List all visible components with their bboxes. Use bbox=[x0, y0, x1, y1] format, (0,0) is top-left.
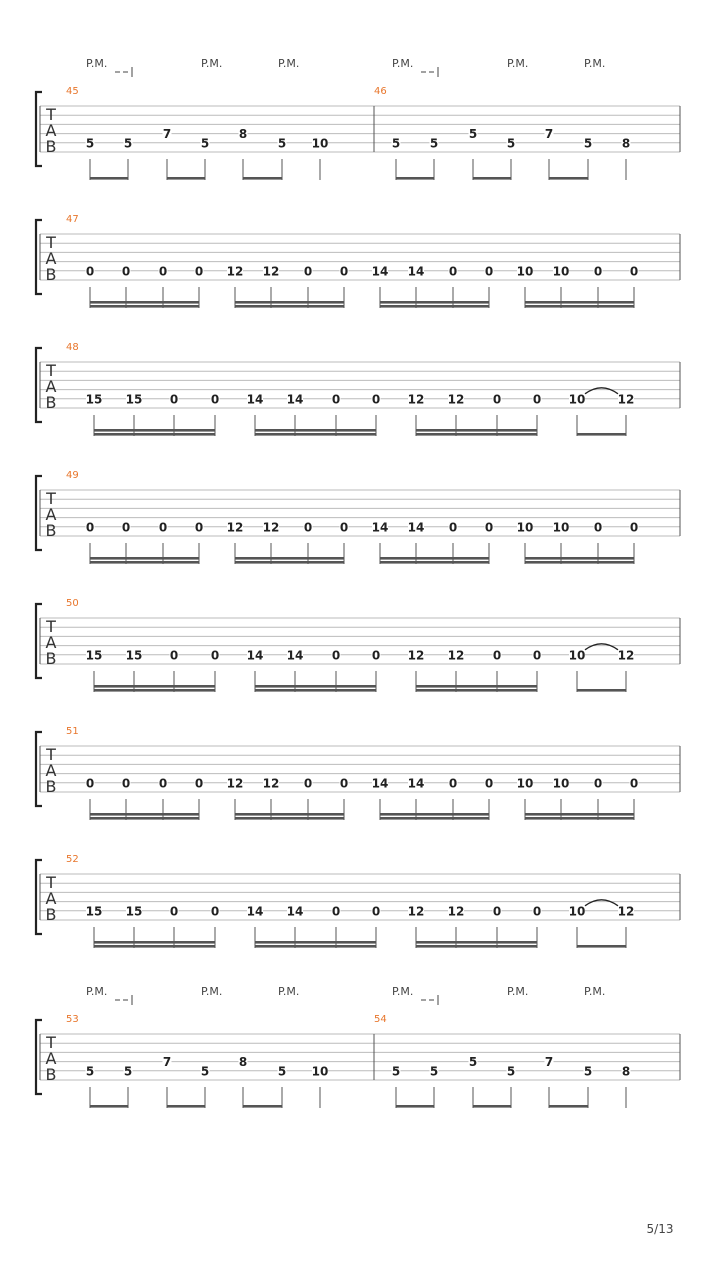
fret-number: 8 bbox=[621, 1064, 631, 1079]
fret-number: 0 bbox=[629, 776, 639, 791]
fret-number: 0 bbox=[158, 264, 168, 279]
palm-mute-label: P.M. bbox=[201, 57, 223, 70]
fret-number: 5 bbox=[277, 1064, 287, 1079]
palm-mute-label: P.M. bbox=[278, 985, 300, 998]
note-beam bbox=[255, 941, 376, 944]
note-beam bbox=[416, 689, 537, 692]
note-beam bbox=[525, 301, 634, 304]
note-beam bbox=[416, 945, 537, 948]
tab-clef-letter: B bbox=[45, 521, 57, 540]
fret-number: 5 bbox=[429, 1064, 439, 1079]
fret-number: 5 bbox=[123, 1064, 133, 1079]
tab-clef-letter: T bbox=[46, 361, 56, 380]
fret-number: 0 bbox=[629, 520, 639, 535]
note-beam bbox=[255, 945, 376, 948]
note-beam bbox=[416, 685, 537, 688]
fret-number: 0 bbox=[303, 264, 313, 279]
fret-number: 8 bbox=[238, 1055, 248, 1070]
fret-number: 14 bbox=[246, 648, 264, 663]
fret-number: 5 bbox=[391, 136, 401, 151]
note-beam bbox=[90, 301, 199, 304]
fret-number: 0 bbox=[371, 904, 381, 919]
fret-number: 0 bbox=[331, 904, 341, 919]
fret-number: 0 bbox=[331, 648, 341, 663]
note-beam bbox=[473, 1105, 511, 1108]
palm-mute-label: P.M. bbox=[278, 57, 300, 70]
fret-number: 12 bbox=[407, 392, 425, 407]
fret-number: 14 bbox=[371, 264, 389, 279]
tab-clef-letter: A bbox=[45, 377, 57, 396]
fret-number: 5 bbox=[506, 136, 516, 151]
fret-number: 5 bbox=[85, 136, 95, 151]
fret-number: 14 bbox=[246, 392, 264, 407]
fret-number: 10 bbox=[552, 264, 570, 279]
fret-number: 0 bbox=[339, 264, 349, 279]
note-beam bbox=[243, 1105, 282, 1108]
tab-clef-letter: A bbox=[45, 121, 57, 140]
fret-number: 12 bbox=[407, 648, 425, 663]
fret-number: 5 bbox=[277, 136, 287, 151]
fret-number: 14 bbox=[407, 264, 425, 279]
fret-number: 14 bbox=[407, 520, 425, 535]
note-beam bbox=[94, 685, 215, 688]
fret-number: 10 bbox=[568, 648, 586, 663]
fret-number: 7 bbox=[544, 1055, 554, 1070]
palm-mute-label: P.M. bbox=[392, 985, 414, 998]
fret-number: 10 bbox=[568, 392, 586, 407]
note-beam bbox=[235, 561, 344, 564]
note-beam bbox=[255, 433, 376, 436]
system-bracket bbox=[36, 220, 42, 294]
note-beam bbox=[235, 817, 344, 820]
fret-number: 12 bbox=[262, 776, 280, 791]
fret-number: 0 bbox=[210, 904, 220, 919]
system-bracket bbox=[36, 732, 42, 806]
fret-number: 12 bbox=[262, 520, 280, 535]
palm-mute-label: P.M. bbox=[584, 985, 606, 998]
tab-clef-letter: B bbox=[45, 1065, 57, 1084]
fret-number: 0 bbox=[169, 648, 179, 663]
tab-clef-letter: A bbox=[45, 633, 57, 652]
palm-mute-label: P.M. bbox=[392, 57, 414, 70]
palm-mute-label: P.M. bbox=[201, 985, 223, 998]
note-beam bbox=[525, 817, 634, 820]
fret-number: 0 bbox=[492, 392, 502, 407]
note-beam bbox=[416, 429, 537, 432]
fret-number: 0 bbox=[303, 520, 313, 535]
note-beam bbox=[94, 433, 215, 436]
fret-number: 0 bbox=[339, 520, 349, 535]
note-beam bbox=[549, 177, 588, 180]
fret-number: 0 bbox=[593, 776, 603, 791]
tab-clef-letter: B bbox=[45, 137, 57, 156]
note-beam bbox=[235, 557, 344, 560]
system-bracket bbox=[36, 348, 42, 422]
fret-number: 0 bbox=[484, 264, 494, 279]
fret-number: 8 bbox=[621, 136, 631, 151]
fret-number: 0 bbox=[371, 392, 381, 407]
fret-number: 14 bbox=[286, 904, 304, 919]
note-beam bbox=[380, 561, 489, 564]
fret-number: 0 bbox=[158, 520, 168, 535]
fret-number: 0 bbox=[331, 392, 341, 407]
fret-number: 12 bbox=[226, 264, 244, 279]
fret-number: 5 bbox=[468, 1055, 478, 1070]
tab-clef-letter: T bbox=[46, 873, 56, 892]
fret-number: 0 bbox=[121, 520, 131, 535]
fret-number: 0 bbox=[492, 904, 502, 919]
fret-number: 14 bbox=[286, 392, 304, 407]
fret-number: 0 bbox=[121, 264, 131, 279]
palm-mute-label: P.M. bbox=[86, 985, 108, 998]
measure-number: 50 bbox=[66, 598, 79, 609]
fret-number: 5 bbox=[85, 1064, 95, 1079]
note-beam bbox=[396, 1105, 434, 1108]
note-beam bbox=[235, 305, 344, 308]
measure-number: 48 bbox=[66, 342, 79, 353]
fret-number: 0 bbox=[169, 392, 179, 407]
measure-number: 52 bbox=[66, 854, 79, 865]
fret-number: 5 bbox=[200, 1064, 210, 1079]
note-beam bbox=[235, 813, 344, 816]
note-beam bbox=[525, 305, 634, 308]
measure-number: 49 bbox=[66, 470, 79, 481]
palm-mute-label: P.M. bbox=[86, 57, 108, 70]
fret-number: 10 bbox=[552, 776, 570, 791]
fret-number: 0 bbox=[448, 776, 458, 791]
note-beam bbox=[235, 301, 344, 304]
fret-number: 0 bbox=[210, 648, 220, 663]
note-beam bbox=[396, 177, 434, 180]
tab-clef-letter: A bbox=[45, 761, 57, 780]
fret-number: 10 bbox=[516, 776, 534, 791]
tab-clef-letter: B bbox=[45, 905, 57, 924]
tab-clef-letter: B bbox=[45, 777, 57, 796]
fret-number: 0 bbox=[194, 520, 204, 535]
fret-number: 5 bbox=[468, 127, 478, 142]
tab-clef-letter: B bbox=[45, 649, 57, 668]
fret-number: 0 bbox=[593, 520, 603, 535]
fret-number: 10 bbox=[516, 264, 534, 279]
note-beam bbox=[90, 817, 199, 820]
measure-number: 47 bbox=[66, 214, 79, 225]
measure-number: 53 bbox=[66, 1014, 79, 1025]
measure-number: 54 bbox=[374, 1014, 387, 1025]
fret-number: 0 bbox=[85, 264, 95, 279]
slur-arc bbox=[585, 644, 618, 650]
palm-mute-label: P.M. bbox=[507, 985, 529, 998]
fret-number: 0 bbox=[85, 520, 95, 535]
fret-number: 14 bbox=[246, 904, 264, 919]
fret-number: 10 bbox=[311, 1064, 329, 1079]
fret-number: 14 bbox=[371, 776, 389, 791]
note-beam bbox=[255, 685, 376, 688]
fret-number: 0 bbox=[629, 264, 639, 279]
fret-number: 0 bbox=[448, 264, 458, 279]
fret-number: 0 bbox=[85, 776, 95, 791]
note-beam bbox=[577, 689, 626, 692]
fret-number: 0 bbox=[532, 392, 542, 407]
tab-clef-letter: B bbox=[45, 393, 57, 412]
page-number: 5/13 bbox=[646, 1222, 674, 1236]
note-beam bbox=[255, 689, 376, 692]
fret-number: 0 bbox=[532, 904, 542, 919]
note-beam bbox=[525, 561, 634, 564]
fret-number: 0 bbox=[169, 904, 179, 919]
tab-clef-letter: A bbox=[45, 249, 57, 268]
fret-number: 12 bbox=[407, 904, 425, 919]
note-beam bbox=[90, 177, 128, 180]
fret-number: 0 bbox=[121, 776, 131, 791]
note-beam bbox=[549, 1105, 588, 1108]
note-beam bbox=[167, 177, 205, 180]
fret-number: 0 bbox=[593, 264, 603, 279]
fret-number: 0 bbox=[339, 776, 349, 791]
note-beam bbox=[90, 305, 199, 308]
note-beam bbox=[416, 941, 537, 944]
fret-number: 0 bbox=[448, 520, 458, 535]
fret-number: 7 bbox=[162, 127, 172, 142]
note-beam bbox=[167, 1105, 205, 1108]
fret-number: 12 bbox=[447, 904, 465, 919]
note-beam bbox=[90, 1105, 128, 1108]
measure-number: 51 bbox=[66, 726, 79, 737]
note-beam bbox=[380, 557, 489, 560]
fret-number: 12 bbox=[447, 648, 465, 663]
fret-number: 12 bbox=[262, 264, 280, 279]
note-beam bbox=[380, 813, 489, 816]
fret-number: 5 bbox=[583, 1064, 593, 1079]
fret-number: 10 bbox=[552, 520, 570, 535]
note-beam bbox=[577, 945, 626, 948]
fret-number: 12 bbox=[617, 648, 635, 663]
fret-number: 0 bbox=[492, 648, 502, 663]
tab-clef-letter: T bbox=[46, 105, 56, 124]
fret-number: 15 bbox=[125, 648, 143, 663]
tab-clef-letter: T bbox=[46, 617, 56, 636]
fret-number: 7 bbox=[544, 127, 554, 142]
fret-number: 14 bbox=[407, 776, 425, 791]
tab-clef-letter: T bbox=[46, 745, 56, 764]
fret-number: 0 bbox=[484, 520, 494, 535]
fret-number: 5 bbox=[506, 1064, 516, 1079]
note-beam bbox=[525, 813, 634, 816]
slur-arc bbox=[585, 900, 618, 906]
tab-clef-letter: A bbox=[45, 1049, 57, 1068]
note-beam bbox=[94, 945, 215, 948]
slur-arc bbox=[585, 388, 618, 394]
fret-number: 0 bbox=[303, 776, 313, 791]
note-beam bbox=[90, 561, 199, 564]
fret-number: 15 bbox=[85, 392, 103, 407]
note-beam bbox=[577, 433, 626, 436]
system-bracket bbox=[36, 860, 42, 934]
note-beam bbox=[94, 941, 215, 944]
fret-number: 0 bbox=[194, 264, 204, 279]
tab-clef-letter: A bbox=[45, 889, 57, 908]
fret-number: 0 bbox=[210, 392, 220, 407]
note-beam bbox=[90, 813, 199, 816]
note-beam bbox=[473, 177, 511, 180]
note-beam bbox=[380, 817, 489, 820]
fret-number: 5 bbox=[123, 136, 133, 151]
fret-number: 5 bbox=[200, 136, 210, 151]
fret-number: 0 bbox=[484, 776, 494, 791]
fret-number: 8 bbox=[238, 127, 248, 142]
tab-clef-letter: T bbox=[46, 489, 56, 508]
fret-number: 5 bbox=[429, 136, 439, 151]
system-bracket bbox=[36, 1020, 42, 1094]
fret-number: 12 bbox=[226, 520, 244, 535]
measure-number: 46 bbox=[374, 86, 387, 97]
fret-number: 0 bbox=[194, 776, 204, 791]
tab-clef-letter: A bbox=[45, 505, 57, 524]
note-beam bbox=[94, 689, 215, 692]
fret-number: 12 bbox=[617, 392, 635, 407]
note-beam bbox=[94, 429, 215, 432]
fret-number: 15 bbox=[125, 904, 143, 919]
note-beam bbox=[416, 433, 537, 436]
note-beam bbox=[525, 557, 634, 560]
measure-number: 45 bbox=[66, 86, 79, 97]
fret-number: 7 bbox=[162, 1055, 172, 1070]
tab-clef-letter: T bbox=[46, 233, 56, 252]
fret-number: 0 bbox=[532, 648, 542, 663]
fret-number: 0 bbox=[371, 648, 381, 663]
fret-number: 12 bbox=[447, 392, 465, 407]
fret-number: 0 bbox=[158, 776, 168, 791]
note-beam bbox=[243, 177, 282, 180]
fret-number: 15 bbox=[85, 904, 103, 919]
note-beam bbox=[380, 305, 489, 308]
note-beam bbox=[90, 557, 199, 560]
fret-number: 14 bbox=[371, 520, 389, 535]
tab-clef-letter: T bbox=[46, 1033, 56, 1052]
system-bracket bbox=[36, 476, 42, 550]
fret-number: 5 bbox=[391, 1064, 401, 1079]
fret-number: 15 bbox=[125, 392, 143, 407]
fret-number: 10 bbox=[516, 520, 534, 535]
palm-mute-label: P.M. bbox=[507, 57, 529, 70]
system-bracket bbox=[36, 92, 42, 166]
fret-number: 10 bbox=[568, 904, 586, 919]
palm-mute-label: P.M. bbox=[584, 57, 606, 70]
fret-number: 12 bbox=[617, 904, 635, 919]
system-bracket bbox=[36, 604, 42, 678]
fret-number: 5 bbox=[583, 136, 593, 151]
tab-clef-letter: B bbox=[45, 265, 57, 284]
fret-number: 14 bbox=[286, 648, 304, 663]
note-beam bbox=[380, 301, 489, 304]
note-beam bbox=[255, 429, 376, 432]
fret-number: 15 bbox=[85, 648, 103, 663]
fret-number: 10 bbox=[311, 136, 329, 151]
fret-number: 12 bbox=[226, 776, 244, 791]
